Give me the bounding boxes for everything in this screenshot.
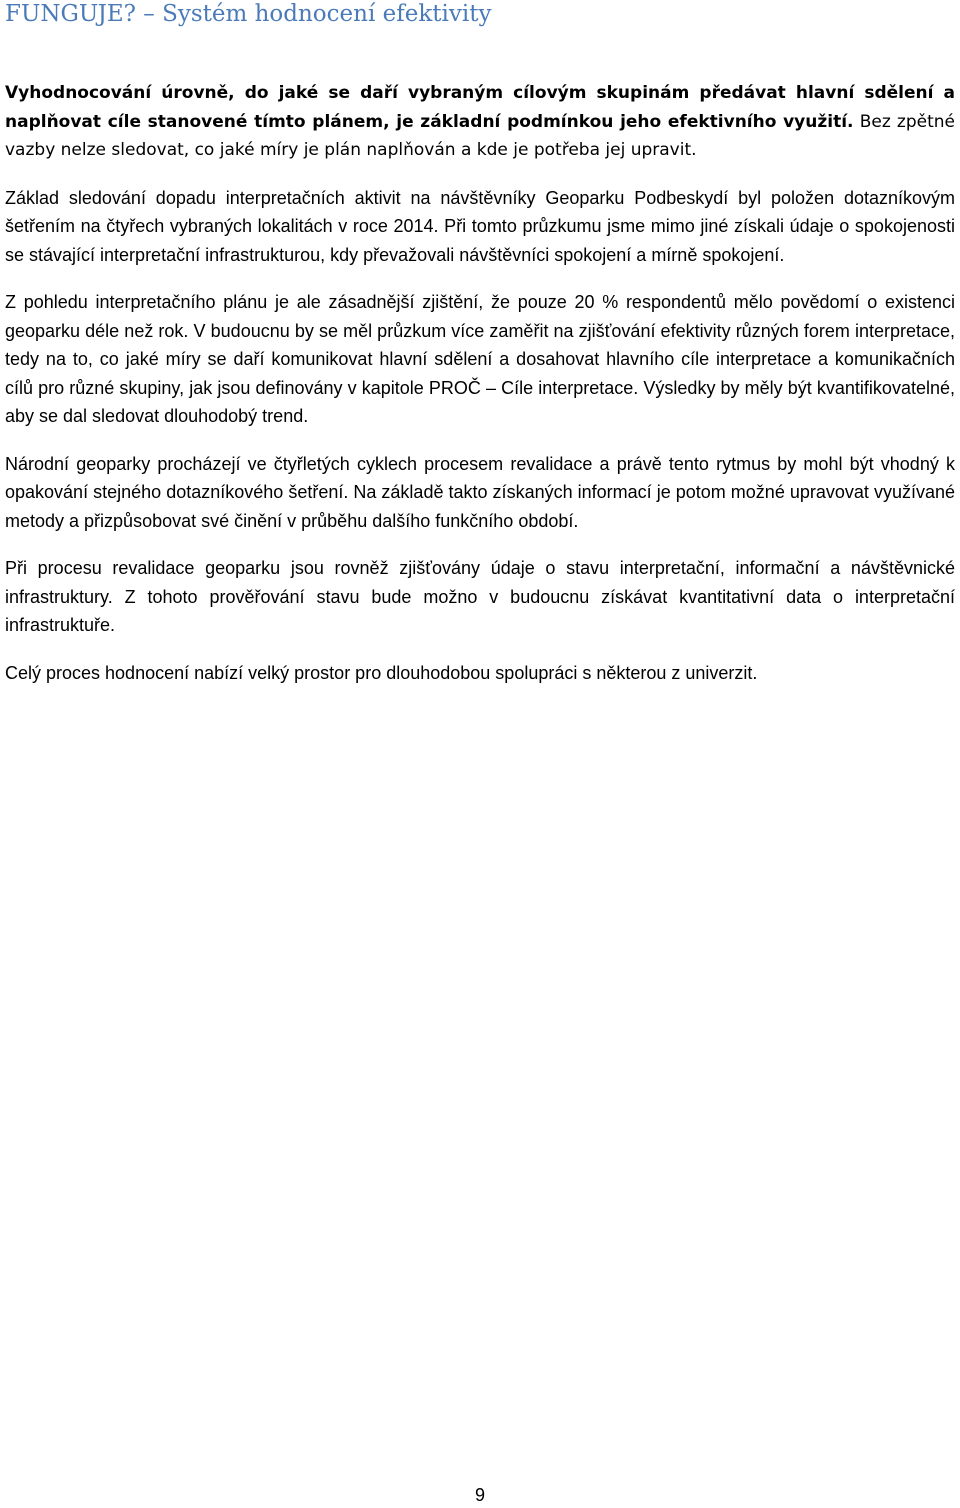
- intro-normal-text: Bez zpětné vazby nelze sledovat, co jaké míry je plán naplňován a kde je potřeba jej upravit.: [5, 111, 955, 160]
- intro-paragraph: [5, 79, 955, 165]
- paragraph-infrastructure: Při procesu revalidace geoparku jsou rovněž zjišťovány údaje o stavu interpretační, informační a návštěvnické infrastruktury. Z tohoto prověřování stavu bude možno v budoucnu získávat kvantitativní data o interpretační infrastruktuře.: [5, 558, 955, 635]
- paragraph-survey: Základ sledování dopadu interpretačních aktivit na návštěvníky Geoparku Podbeskydí byl položen dotazníkovým šetřením na čtyřech vybraných lokalitách v roce 2014. Při tomto průzkumu jsme mimo jiné získali údaje o spokojenosti se stávající interpretační infrastrukturou, kdy převažovali návštěvníci spokojení a mírně spokojení.: [5, 187, 955, 265]
- intro-bold-text: Vyhodnocování úrovně, do jaké se daří vybraným cílovým skupinám předávat hlavní sdělení a naplňovat cíle stanovené tímto plánem, je základní podmínkou jeho efektivního využití.: [5, 83, 955, 132]
- paragraph-university: Celý proces hodnocení nabízí velký prostor pro dlouhodobou spolupráci s některou z univerzit.: [5, 662, 758, 683]
- paragraph-revalidation-cycle: Národní geoparky procházejí ve čtyřletých cyklech procesem revalidace a právě tento rytmus by mohl být vhodný k opakování stejného dotazníkového šetření. Na základě takto získaných informací je potom možné upravovat využívané metody a přizpůsobovat své činění v průběhu dalšího funkčního období.: [5, 453, 955, 531]
- paragraph-findings: Z pohledu interpretačního plánu je ale zásadnější zjištění, že pouze 20 % respondentů mělo povědomí o existenci geoparku déle než rok. V budoucnu by se měl průzkum více zaměřit na zjišťování efektivity různých forem interpretace, tedy na to, co jaké míry se daří komunikovat hlavní sdělení a dosahovat hlavního cíle interpretace a komunikačních cílů pro různé skupiny, jak jsou definovány v kapitole PROČ – Cíle interpretace. Výsledky by měly být kvantifikovatelné, aby se dal sledovat dlouhodobý trend.: [5, 292, 955, 426]
- page-number: 9: [474, 1485, 485, 1505]
- section-heading: FUNGUJE? – Systém hodnocení efektivity: [5, 1, 492, 27]
